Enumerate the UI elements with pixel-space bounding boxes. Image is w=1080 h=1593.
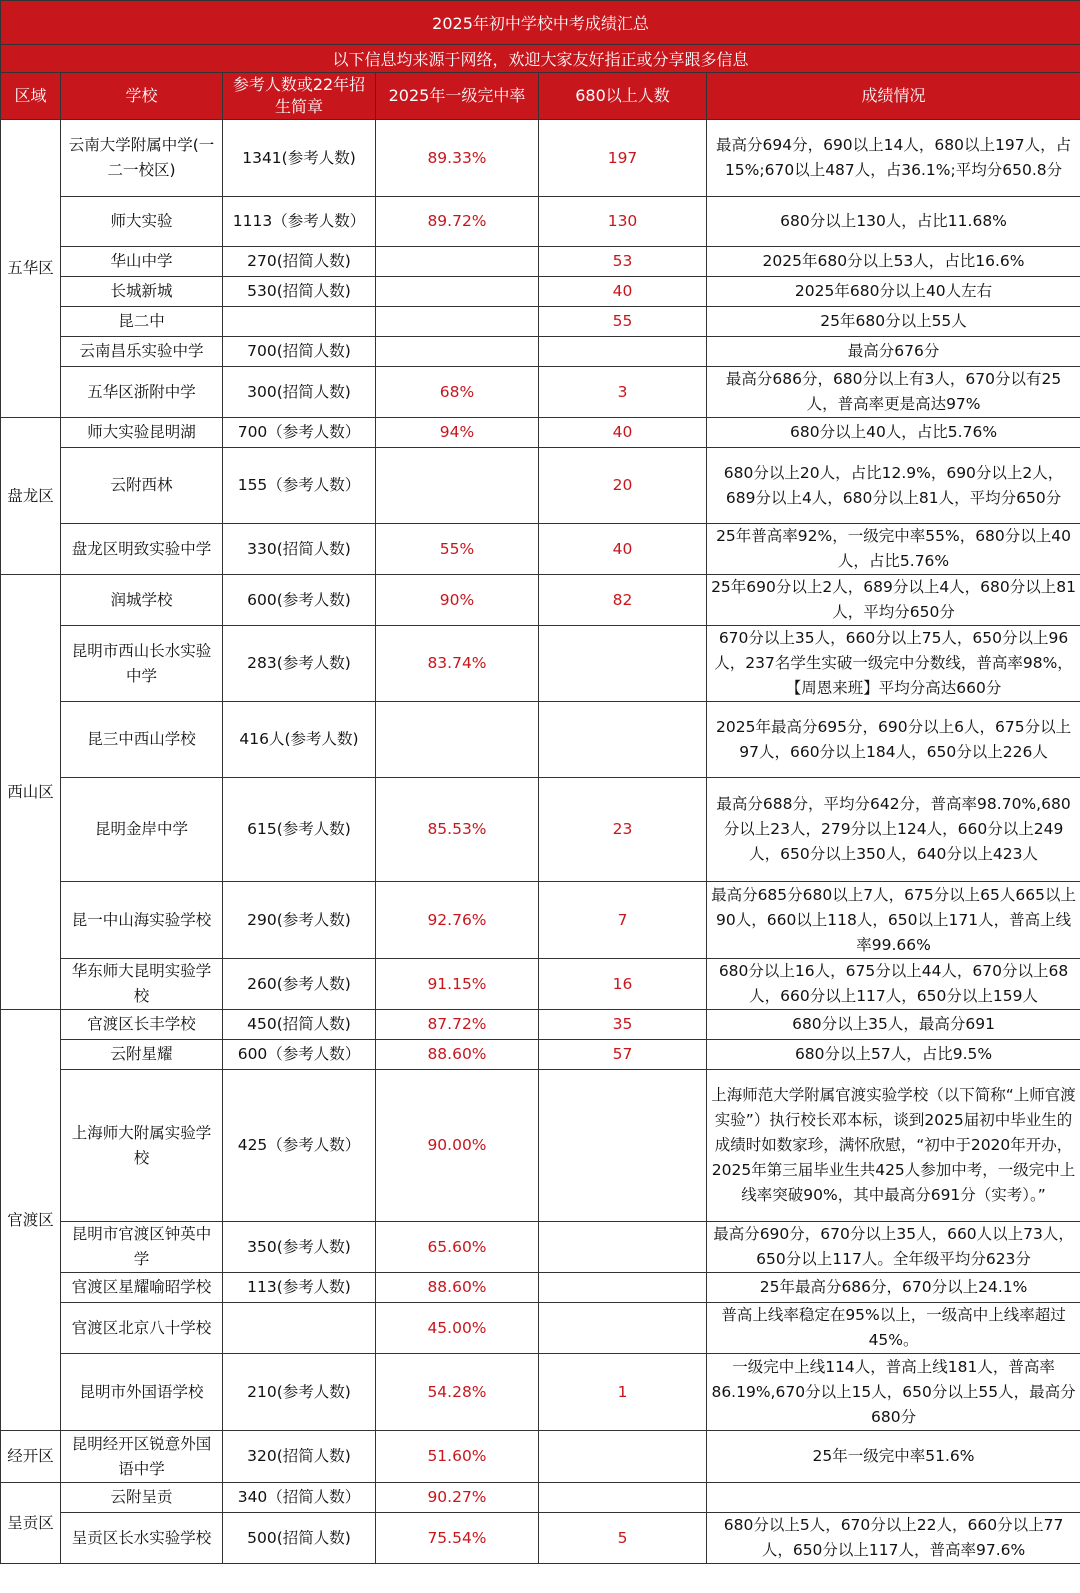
school-cell: 华东师大昆明实验学校 xyxy=(61,959,223,1010)
above680-cell: 197 xyxy=(539,120,707,197)
results-cell: 680分以上130人，占比11.68% xyxy=(707,197,1080,247)
results-cell: 最高分694分，690以上14人，680以上197人，占15%;670以上487人，占36.1%;平均分650.8分 xyxy=(707,120,1080,197)
school-cell: 昆明金岸中学 xyxy=(61,778,223,882)
table-row xyxy=(1,778,1080,882)
count-cell: 615(参考人数) xyxy=(223,778,376,882)
count-cell: 210(参考人数) xyxy=(223,1354,376,1431)
table-row xyxy=(1,882,1080,959)
rate-cell xyxy=(376,277,539,307)
table-row xyxy=(1,702,1080,778)
count-cell: 425（参考人数） xyxy=(223,1070,376,1222)
results-cell: 25年一级完中率51.6% xyxy=(707,1431,1080,1483)
table-row xyxy=(1,247,1080,277)
school-cell: 润城学校 xyxy=(61,575,223,626)
count-cell: 500(招简人数) xyxy=(223,1513,376,1564)
school-cell: 官渡区北京八十学校 xyxy=(61,1303,223,1354)
rate-cell: 90% xyxy=(376,575,539,626)
district-cell: 呈贡区 xyxy=(1,1483,61,1564)
rate-cell: 89.33% xyxy=(376,120,539,197)
above680-cell: 1 xyxy=(539,1354,707,1431)
count-cell: 530(招简人数) xyxy=(223,277,376,307)
table-body xyxy=(1,120,1080,1564)
rate-cell: 54.28% xyxy=(376,1354,539,1431)
results-cell: 上海师范大学附属官渡实验学校（以下简称“上师官渡实验”）执行校长邓本标，谈到2025届初中毕业生的成绩时如数家珍，满怀欣慰，“初中于2020年开办，2025年第三届毕业生共425人参加中考，一级完中上线率突破90%，其中最高分691分（实考）。” xyxy=(707,1070,1080,1222)
count-cell: 330(招简人数) xyxy=(223,524,376,575)
count-cell: 700（参考人数） xyxy=(223,418,376,448)
results-cell xyxy=(707,1483,1080,1513)
header-school: 学校 xyxy=(61,73,223,120)
above680-cell: 40 xyxy=(539,277,707,307)
count-cell: 600(参考人数) xyxy=(223,575,376,626)
district-cell: 盘龙区 xyxy=(1,418,61,575)
results-cell: 2025年680分以上53人，占比16.6% xyxy=(707,247,1080,277)
rate-cell: 88.60% xyxy=(376,1040,539,1070)
rate-cell: 88.60% xyxy=(376,1273,539,1303)
district-cell: 五华区 xyxy=(1,120,61,418)
table-row xyxy=(1,1303,1080,1354)
results-cell: 25年普高率92%，一级完中率55%，680分以上40人，占比5.76% xyxy=(707,524,1080,575)
above680-cell xyxy=(539,1483,707,1513)
results-cell: 最高分688分，平均分642分，普高率98.70%,680分以上23人，279分以上124人，660分以上249人，650分以上350人，640分以上423人 xyxy=(707,778,1080,882)
school-cell: 长城新城 xyxy=(61,277,223,307)
above680-cell: 7 xyxy=(539,882,707,959)
results-cell: 最高分685分680以上7人，675分以上65人665以上90人，660以上118人，650以上171人，普高上线率99.66% xyxy=(707,882,1080,959)
rate-cell xyxy=(376,702,539,778)
header-results: 成绩情况 xyxy=(707,73,1080,120)
school-cell: 昆一中山海实验学校 xyxy=(61,882,223,959)
results-cell: 一级完中上线114人，普高上线181人，普高率86.19%,670分以上15人，650分以上55人，最高分680分 xyxy=(707,1354,1080,1431)
rate-cell xyxy=(376,448,539,524)
results-cell: 25年690分以上2人，689分以上4人，680分以上81人，平均分650分 xyxy=(707,575,1080,626)
count-cell: 155（参考人数） xyxy=(223,448,376,524)
count-cell: 340（招简人数） xyxy=(223,1483,376,1513)
school-cell: 云南大学附属中学(一二一校区) xyxy=(61,120,223,197)
results-cell: 670分以上35人，660分以上75人，650分以上96人，237名学生实破一级完中分数线，普高率98%，【周恩来班】平均分高达660分 xyxy=(707,626,1080,702)
table-row xyxy=(1,197,1080,247)
above680-cell xyxy=(539,1070,707,1222)
above680-cell xyxy=(539,1303,707,1354)
above680-cell: 40 xyxy=(539,418,707,448)
school-cell: 师大实验 xyxy=(61,197,223,247)
school-cell: 官渡区长丰学校 xyxy=(61,1010,223,1040)
table-row xyxy=(1,626,1080,702)
header-district: 区域 xyxy=(1,73,61,120)
results-cell: 最高分690分，670分以上35人，660人以上73人，650分以上117人。全年级平均分623分 xyxy=(707,1222,1080,1273)
table-row xyxy=(1,1483,1080,1513)
school-cell: 云南昌乐实验中学 xyxy=(61,337,223,367)
count-cell xyxy=(223,307,376,337)
rate-cell xyxy=(376,247,539,277)
count-cell: 600（参考人数） xyxy=(223,1040,376,1070)
count-cell: 350(参考人数) xyxy=(223,1222,376,1273)
rate-cell: 92.76% xyxy=(376,882,539,959)
results-cell: 最高分676分 xyxy=(707,337,1080,367)
table-row xyxy=(1,1222,1080,1273)
count-cell: 113(参考人数) xyxy=(223,1273,376,1303)
rate-cell: 75.54% xyxy=(376,1513,539,1564)
count-cell: 416人(参考人数) xyxy=(223,702,376,778)
results-cell: 最高分686分，680分以上有3人，670分以有25人，普高率更是高达97% xyxy=(707,367,1080,418)
count-cell: 270(招简人数) xyxy=(223,247,376,277)
district-cell: 经开区 xyxy=(1,1431,61,1483)
results-cell: 680分以上20人，占比12.9%，690分以上2人，689分以上4人，680分以上81人，平均分650分 xyxy=(707,448,1080,524)
header-above680: 680以上人数 xyxy=(539,73,707,120)
above680-cell: 35 xyxy=(539,1010,707,1040)
table-row xyxy=(1,448,1080,524)
table-row xyxy=(1,1010,1080,1040)
above680-cell: 5 xyxy=(539,1513,707,1564)
school-cell: 呈贡区长水实验学校 xyxy=(61,1513,223,1564)
table-row xyxy=(1,1513,1080,1564)
count-cell: 1341(参考人数) xyxy=(223,120,376,197)
table-row xyxy=(1,307,1080,337)
school-cell: 盘龙区明致实验中学 xyxy=(61,524,223,575)
school-cell: 云附呈贡 xyxy=(61,1483,223,1513)
above680-cell xyxy=(539,1431,707,1483)
rate-cell xyxy=(376,337,539,367)
count-cell: 283(参考人数) xyxy=(223,626,376,702)
results-cell: 680分以上40人，占比5.76% xyxy=(707,418,1080,448)
results-cell: 普高上线率稳定在95%以上，一级高中上线率超过45%。 xyxy=(707,1303,1080,1354)
table-row xyxy=(1,337,1080,367)
count-cell: 320(招简人数) xyxy=(223,1431,376,1483)
table-row xyxy=(1,1040,1080,1070)
results-cell: 680分以上57人，占比9.5% xyxy=(707,1040,1080,1070)
above680-cell: 57 xyxy=(539,1040,707,1070)
school-cell: 上海师大附属实验学校 xyxy=(61,1070,223,1222)
table-row xyxy=(1,524,1080,575)
above680-cell: 82 xyxy=(539,575,707,626)
above680-cell: 40 xyxy=(539,524,707,575)
above680-cell: 53 xyxy=(539,247,707,277)
rate-cell xyxy=(376,307,539,337)
school-cell: 华山中学 xyxy=(61,247,223,277)
district-cell: 官渡区 xyxy=(1,1010,61,1431)
count-cell xyxy=(223,1303,376,1354)
rate-cell: 45.00% xyxy=(376,1303,539,1354)
school-cell: 五华区浙附中学 xyxy=(61,367,223,418)
count-cell: 450(招简人数) xyxy=(223,1010,376,1040)
results-cell: 680分以上5人，670分以上22人，660分以上77人，650分以上117人，普高率97.6% xyxy=(707,1513,1080,1564)
rate-cell: 90.00% xyxy=(376,1070,539,1222)
results-cell: 680分以上16人，675分以上44人，670分以上68人，660分以上117人，650分以上159人 xyxy=(707,959,1080,1010)
above680-cell: 3 xyxy=(539,367,707,418)
school-cell: 云附星耀 xyxy=(61,1040,223,1070)
table-row xyxy=(1,1431,1080,1483)
results-cell: 2025年最高分695分，690分以上6人，675分以上97人，660分以上184人，650分以上226人 xyxy=(707,702,1080,778)
rate-cell: 68% xyxy=(376,367,539,418)
above680-cell xyxy=(539,337,707,367)
above680-cell: 130 xyxy=(539,197,707,247)
results-cell: 2025年680分以上40人左右 xyxy=(707,277,1080,307)
above680-cell: 55 xyxy=(539,307,707,337)
school-cell: 昆明市西山长水实验中学 xyxy=(61,626,223,702)
above680-cell xyxy=(539,702,707,778)
above680-cell: 16 xyxy=(539,959,707,1010)
above680-cell: 20 xyxy=(539,448,707,524)
rate-cell: 65.60% xyxy=(376,1222,539,1273)
rate-cell: 90.27% xyxy=(376,1483,539,1513)
count-cell: 300(招简人数) xyxy=(223,367,376,418)
table-title: 2025年初中学校中考成绩汇总 xyxy=(1,1,1080,45)
above680-cell: 23 xyxy=(539,778,707,882)
results-cell: 25年最高分686分，670分以上24.1% xyxy=(707,1273,1080,1303)
table-row xyxy=(1,418,1080,448)
rate-cell: 91.15% xyxy=(376,959,539,1010)
table-subtitle: 以下信息均来源于网络，欢迎大家友好指正或分享跟多信息 xyxy=(1,45,1080,73)
school-cell: 云附西林 xyxy=(61,448,223,524)
table-row xyxy=(1,1354,1080,1431)
rate-cell: 94% xyxy=(376,418,539,448)
school-cell: 昆明市官渡区钟英中学 xyxy=(61,1222,223,1273)
above680-cell xyxy=(539,626,707,702)
results-cell: 680分以上35人，最高分691 xyxy=(707,1010,1080,1040)
rate-cell: 85.53% xyxy=(376,778,539,882)
school-cell: 昆三中西山学校 xyxy=(61,702,223,778)
above680-cell xyxy=(539,1222,707,1273)
rate-cell: 55% xyxy=(376,524,539,575)
rate-cell: 83.74% xyxy=(376,626,539,702)
count-cell: 1113（参考人数） xyxy=(223,197,376,247)
count-cell: 260(参考人数) xyxy=(223,959,376,1010)
count-cell: 700(招简人数) xyxy=(223,337,376,367)
rate-cell: 51.60% xyxy=(376,1431,539,1483)
table-row xyxy=(1,120,1080,197)
school-cell: 师大实验昆明湖 xyxy=(61,418,223,448)
school-cell: 官渡区星耀喻昭学校 xyxy=(61,1273,223,1303)
above680-cell xyxy=(539,1273,707,1303)
rate-cell: 89.72% xyxy=(376,197,539,247)
table-row xyxy=(1,367,1080,418)
header-count: 参考人数或22年招生简章 xyxy=(223,73,376,120)
school-cell: 昆明市外国语学校 xyxy=(61,1354,223,1431)
table-row xyxy=(1,959,1080,1010)
table-row xyxy=(1,1070,1080,1222)
school-cell: 昆二中 xyxy=(61,307,223,337)
count-cell: 290(参考人数) xyxy=(223,882,376,959)
table-row xyxy=(1,277,1080,307)
district-cell: 西山区 xyxy=(1,575,61,1010)
results-cell: 25年680分以上55人 xyxy=(707,307,1080,337)
rate-cell: 87.72% xyxy=(376,1010,539,1040)
header-rate: 2025年一级完中率 xyxy=(376,73,539,120)
table-row xyxy=(1,575,1080,626)
table-row xyxy=(1,1273,1080,1303)
school-cell: 昆明经开区锐意外国语中学 xyxy=(61,1431,223,1483)
